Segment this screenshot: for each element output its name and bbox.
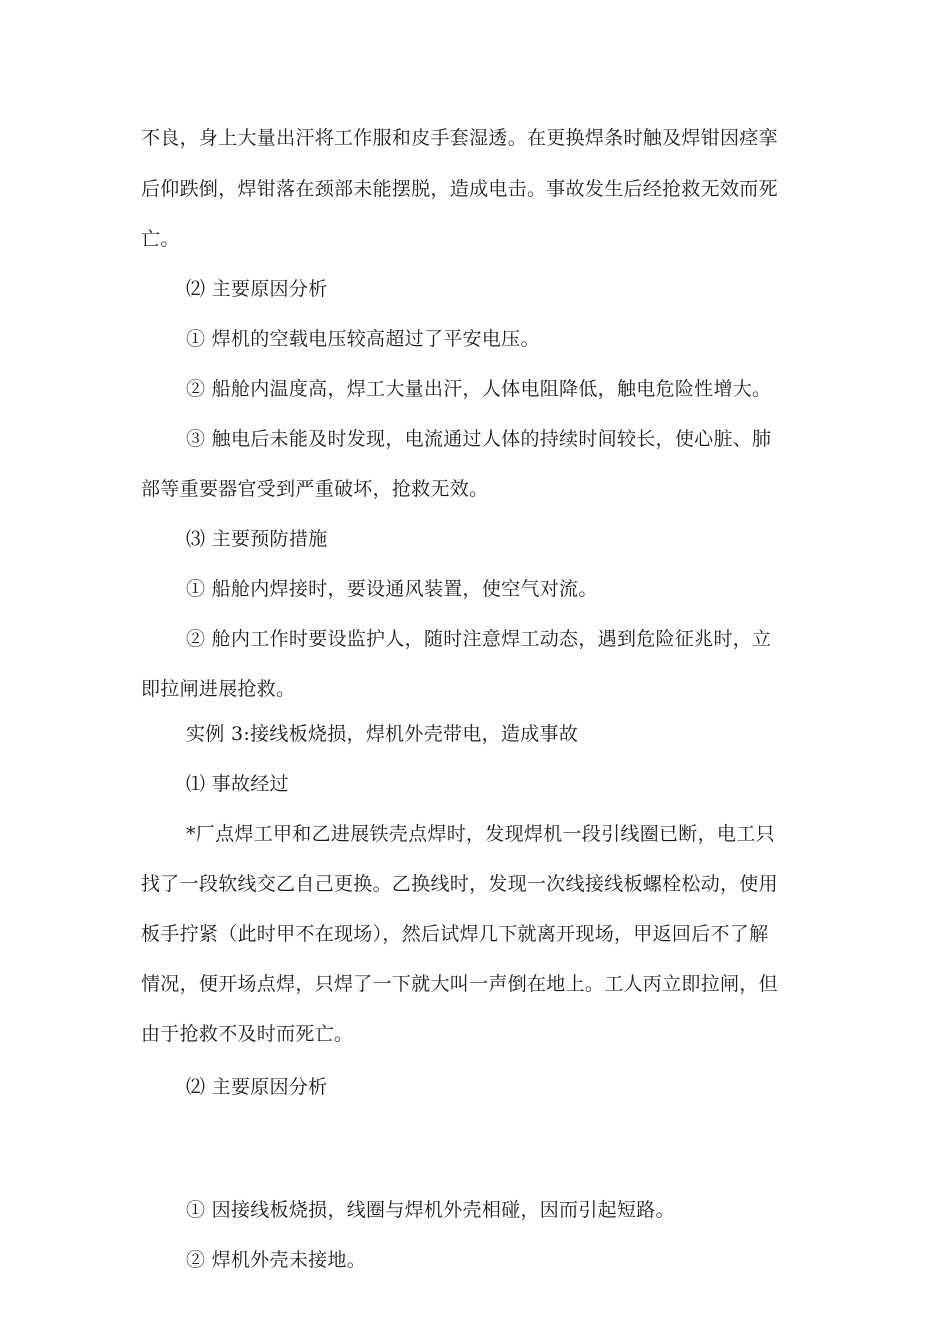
list-item: ① 因接线板烧损，线圈与焊机外壳相碰，因而引起短路。 <box>186 1199 675 1221</box>
list-item: ① 船舱内焊接时，要设通风装置，使空气对流。 <box>186 578 598 600</box>
list-item: ① 焊机的空载电压较高超过了平安电压。 <box>186 328 540 350</box>
body-text-line: 情况，便开场点焊，只焊了一下就大叫一声倒在地上。工人丙立即拉闸，但 <box>141 973 778 995</box>
section-heading: ⑴ 事故经过 <box>186 773 289 795</box>
section-heading: ⑵ 主要原因分析 <box>186 1076 328 1098</box>
list-item-continuation: 部等重要器官受到严重破坏，抢救无效。 <box>141 478 489 500</box>
case-title: 实例 3:接线板烧损，焊机外壳带电，造成事故 <box>186 723 579 745</box>
body-text-line: 由于抢救不及时而死亡。 <box>141 1023 354 1045</box>
list-item: ② 舱内工作时要设监护人，随时注意焊工动态，遇到危险征兆时，立 <box>186 628 772 650</box>
list-item: ③ 触电后未能及时发现，电流通过人体的持续时间较长，使心脏、肺 <box>186 428 772 450</box>
list-item: ② 焊机外壳未接地。 <box>186 1249 367 1271</box>
section-heading: ⑶ 主要预防措施 <box>186 528 328 550</box>
list-item: ② 船舱内温度高，焊工大量出汗，人体电阻降低，触电危险性增大。 <box>186 378 772 400</box>
body-text-line: 板手拧紧（此时甲不在现场），然后试焊几下就离开现场，甲返回后不了解 <box>141 923 769 945</box>
body-text-line: *厂点焊工甲和乙进展铁壳点焊时，发现焊机一段引线圈已断，电工只 <box>186 823 775 845</box>
section-heading: ⑵ 主要原因分析 <box>186 278 328 300</box>
body-text-line: 不良，身上大量出汗将工作服和皮手套湿透。在更换焊条时触及焊钳因痉挛 <box>141 127 778 149</box>
list-item-continuation: 即拉闸进展抢救。 <box>141 678 296 700</box>
body-text-line: 亡。 <box>141 228 180 250</box>
body-text-line: 后仰跌倒，焊钳落在颈部未能摆脱，造成电击。事故发生后经抢救无效而死 <box>141 178 778 200</box>
body-text-line: 找了一段软线交乙自己更换。乙换线时，发现一次线接线板螺栓松动，使用 <box>141 873 778 895</box>
